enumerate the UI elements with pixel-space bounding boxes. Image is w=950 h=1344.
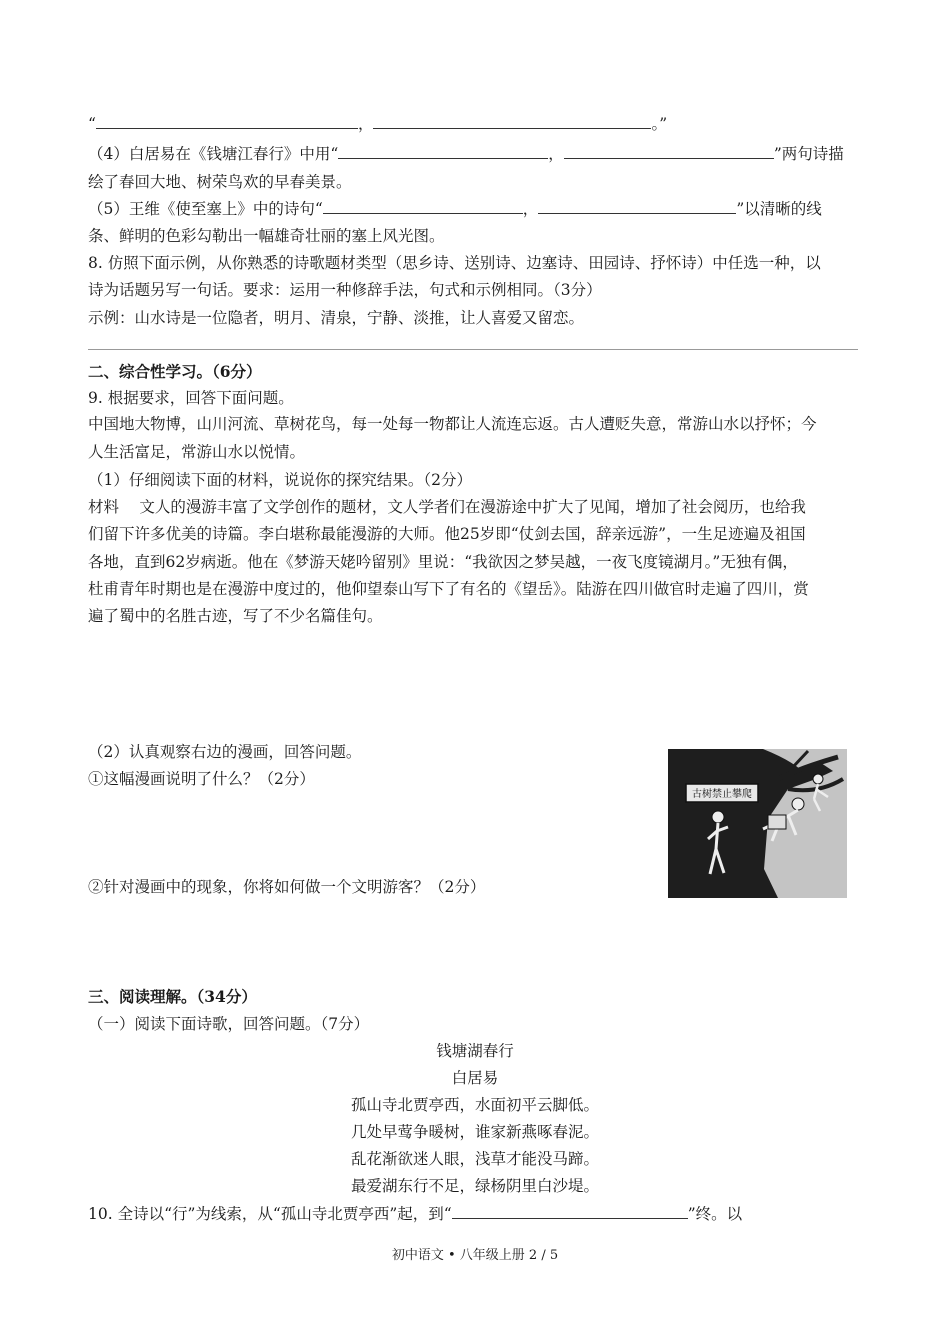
q9-2-a: ①这幅漫画说明了什么？（2分） (88, 770, 315, 788)
poem-line: 孤山寺北贾亭西，水面初平云脚低。 (350, 1096, 599, 1114)
q9-intro-1: 中国地大物博，山川河流、草树花鸟，每一处每一物都让人流连忘返。古人遭贬失意，常游山水以抒怀；今 (88, 415, 817, 433)
q9-2-b: ②针对漫画中的现象，你将如何做一个文明游客？（2分） (88, 878, 486, 896)
material-line: 杜甫青年时期也是在漫游中度过的，他仰望泰山写下了有名的《望岳》。陆游在四川做官时走遍了四川，赏 (88, 580, 809, 598)
poem-author: 白居易 (451, 1069, 499, 1087)
answer-blank[interactable] (373, 114, 651, 129)
q8-line2: 诗为话题另写一句话。要求：运用一种修辞手法，句式和示例相同。（3分） (88, 281, 602, 299)
material-line: 遍了蜀中的名胜古迹，写了不少名篇佳句。 (88, 607, 383, 625)
answer-rule[interactable] (88, 349, 858, 350)
material-line: 材料 文人的漫游丰富了文学创作的题材，文人学者们在漫游途中扩大了见闻，增加了社会阅历，也给我 (88, 498, 806, 516)
poem-line: 最爱湖东行不足，绿杨阴里白沙堤。 (350, 1177, 599, 1195)
comic-illustration (668, 749, 847, 898)
q7-3-answer-line (88, 114, 667, 134)
quote-open: “ (88, 115, 96, 133)
material-line: 们留下许多优美的诗篇。李白堪称最能漫游的大师。他25岁即“仗剑去国，辞亲远游”，一生足迹遍及祖国 (88, 525, 806, 543)
q9: 9. 根据要求，回答下面问题。 (88, 389, 294, 407)
q9-1: （1）仔细阅读下面的材料，说说你的探究结果。（2分） (88, 471, 472, 489)
q7-4: （4）白居易在《钱塘江春行》中用“ ， ”两句诗描 (88, 145, 844, 163)
poem-line: 乱花渐欲迷人眼，浅草才能没马蹄。 (350, 1150, 599, 1168)
answer-blank[interactable] (96, 114, 358, 129)
comma: ， (357, 115, 374, 133)
page-footer: 初中语文 • 八年级上册 2 / 5 (391, 1248, 559, 1263)
comic-sign-text: 古树禁止攀爬 (692, 789, 752, 800)
answer-blank[interactable] (338, 144, 548, 159)
answer-blank[interactable] (452, 1204, 688, 1219)
poem-line: 几处早莺争暖树，谁家新燕啄春泥。 (350, 1123, 599, 1141)
section-3-heading: 三、阅读理解。（34分） (88, 987, 257, 1006)
q9-2: （2）认真观察右边的漫画，回答问题。 (88, 743, 362, 761)
q7-5: （5）王维《使至塞上》中的诗句“ ， ”以清晰的线 (88, 200, 822, 218)
material-line: 各地，直到62岁病逝。他在《梦游天姥吟留别》里说：“我欲因之梦吴越，一夜飞度镜湖月。”无独有偶， (88, 553, 798, 571)
q7-5-cont: 条、鲜明的色彩勾勒出一幅雄奇壮丽的塞上风光图。 (88, 227, 445, 245)
q8-line1: 8. 仿照下面示例，从你熟悉的诗歌题材类型（思乡诗、送别诗、边塞诗、田园诗、抒怀诗）中任选一种，以 (88, 254, 821, 272)
q7-4-cont: 绘了春回大地、树荣鸟欢的早春美景。 (88, 173, 352, 191)
q9-intro-2: 人生活富足，常游山水以悦情。 (88, 443, 306, 461)
answer-blank[interactable] (323, 199, 523, 214)
answer-blank[interactable] (564, 144, 774, 159)
poem-title: 钱塘湖春行 (436, 1042, 514, 1060)
comic-drawing (668, 749, 847, 898)
section-2-heading: 二、综合性学习。（6分） (88, 362, 262, 381)
q10: 10. 全诗以“行”为线索，从“孤山寺北贾亭西”起，到“ ”终。以 (88, 1205, 743, 1223)
q8-example: 示例：山水诗是一位隐者，明月、清泉，宁静、淡推，让人喜爱又留恋。 (88, 309, 585, 327)
reading-1-intro: （一）阅读下面诗歌，回答问题。（7分） (88, 1015, 370, 1033)
answer-blank[interactable] (538, 199, 736, 214)
quote-close: 。” (651, 115, 668, 133)
